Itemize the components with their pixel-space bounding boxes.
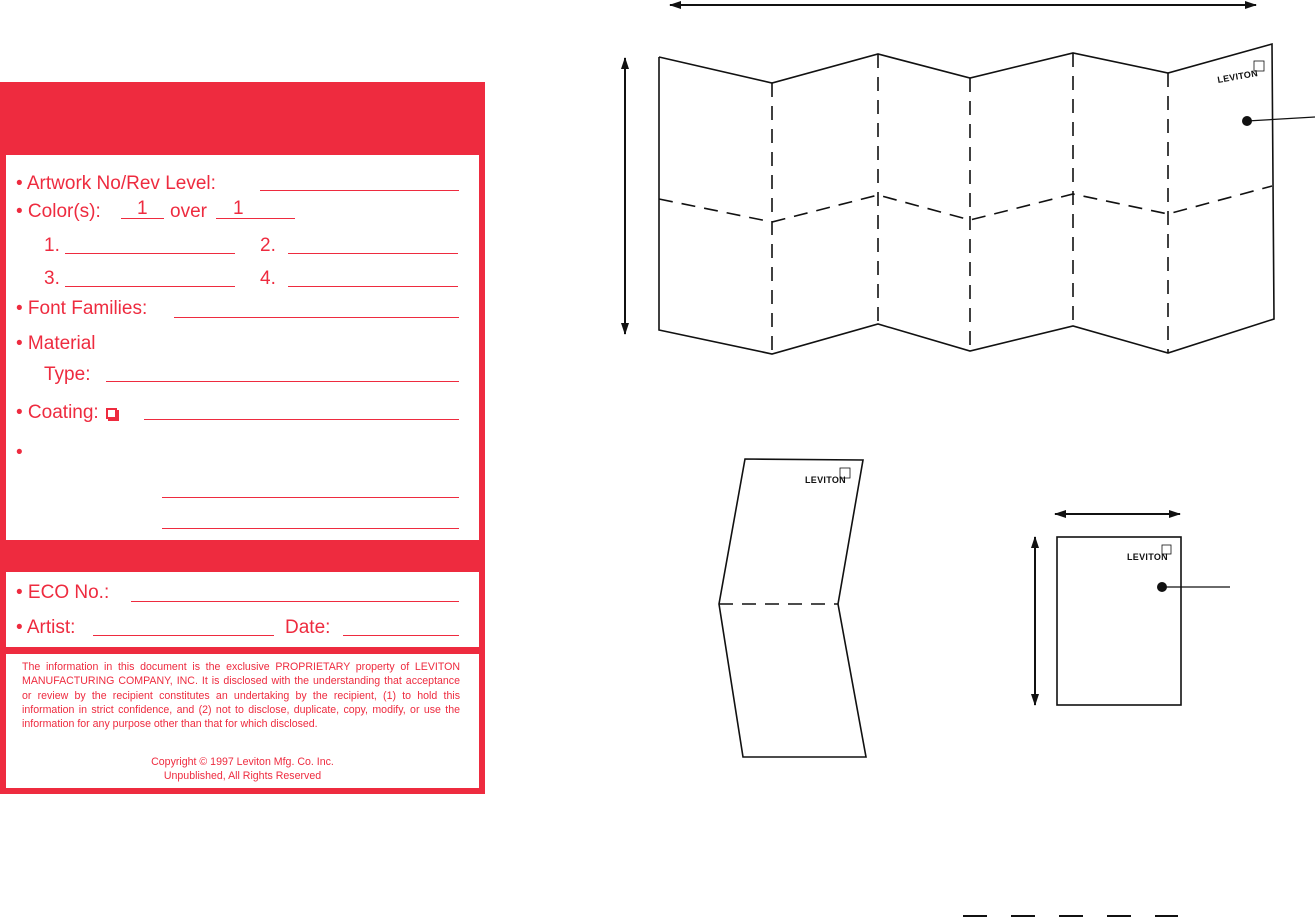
rights-text: Unpublished, All Rights Reserved [163,770,322,782]
logo-text-booklet: LEVITON [1127,552,1168,562]
over-label: over [170,201,207,222]
artist-label: • Artist: [16,617,76,638]
colors-label: • Color(s): [16,201,101,222]
coating-label: • Coating: [16,402,117,424]
extra-bullet: • [16,442,23,463]
material-label: • Material [16,333,96,354]
logo-text-middle: LEVITON [805,475,846,485]
colors-value-2: 1 [233,198,244,219]
date-label: Date: [285,617,331,638]
color-slot-4-label: 4. [260,268,276,289]
leviton-logo-top [1217,61,1264,85]
vertical-fold-lines [772,53,1168,354]
unfolded-sheet [659,44,1274,354]
type-label: Type: [44,364,91,385]
logo-text-top: LEVITON [1216,68,1259,85]
legal-notice: The information in this document is the exclusive PROPRIETARY property of LEVITON MANUFACTURING COMPANY, INC. It is disclosed with the understanding that acceptance or review by the recipient constitutes an undertaking by the recipient, (1) to hold this information in strict confidence, and (2) not to disclose, duplicate, copy, modify, or use the information for any purpose other than that for which disclosed. [22,661,460,731]
leviton-logo-booklet [1127,545,1171,562]
closed-booklet [1057,537,1181,705]
callout-leader-top [1247,117,1315,121]
colors-value-1: 1 [137,198,148,219]
folded-leaflet [719,459,866,757]
eco-label: • ECO No.: [16,582,110,603]
color-slot-2-label: 2. [260,235,276,256]
color-slot-1-label: 1. [44,235,60,256]
artwork-label: • Artwork No/Rev Level: [16,173,216,194]
leviton-logo-middle [805,468,850,485]
horizontal-fold-line [659,186,1272,222]
copyright-text: Copyright © 1997 Leviton Mfg. Co. Inc. [151,756,334,768]
color-slot-3-label: 3. [44,268,60,289]
font-families-label: • Font Families: [16,298,148,319]
